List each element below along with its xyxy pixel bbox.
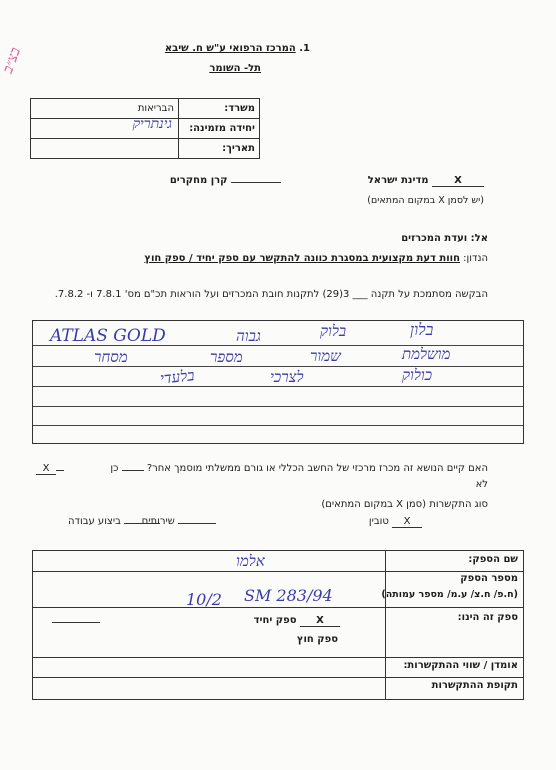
goods-mark[interactable]: X <box>392 516 422 528</box>
supplier-name-handwriting: אלמו <box>236 552 265 570</box>
fund-line <box>170 175 281 186</box>
supplier-type-blank[interactable] <box>52 615 100 626</box>
central-tender-question: האם קיים הנושא זה מכרז מרכזי של החשב הכללי או גורם ממשלתי מוסמך אחר? כן <box>110 463 488 474</box>
handwriting-word: מושלמת <box>402 345 451 363</box>
yes-blank[interactable] <box>122 470 144 471</box>
state-label: מדינת ישראל <box>367 175 429 186</box>
ministry-table <box>30 98 260 159</box>
handwriting-word: בלון <box>410 320 434 339</box>
no-mark[interactable]: X <box>36 463 64 475</box>
handwriting-word: שמור <box>310 347 341 365</box>
date-value[interactable] <box>31 139 179 159</box>
handwriting-word: בלוק <box>320 322 347 340</box>
addressee: אל: ועדת המכרזים <box>401 233 488 244</box>
ministry-label: משרד: <box>179 99 260 119</box>
foreign-supplier-label: ספק חוץ <box>296 634 338 645</box>
single-supplier-mark[interactable]: X <box>300 615 340 627</box>
state-mark-blank <box>432 175 484 187</box>
page-subtitle: תל- השומר <box>209 63 261 74</box>
ordering-unit-label: יחידה מזמינה: <box>179 119 260 139</box>
period-label: תקופת ההתקשרות <box>431 680 518 691</box>
ministry-value: הבריאות <box>31 99 179 119</box>
yes-label: כן <box>110 463 119 474</box>
connection-type-options <box>369 516 422 528</box>
subject-label: הנדון: <box>463 253 488 264</box>
services-blank[interactable] <box>178 523 216 524</box>
subject-line <box>144 253 488 264</box>
fund-blank <box>231 182 281 183</box>
choice-hint: (יש לסמן X במקום המתאים) <box>367 195 484 206</box>
handwriting-latin: ATLAS GOLD <box>50 326 166 346</box>
supplier-number-sub: (ח.פ/ ח.צ/ ע.מ/ מספר עמותה) <box>381 589 518 600</box>
handwriting-word: גבוה <box>236 327 261 345</box>
supplier-name-label: שם הספק: <box>468 554 518 565</box>
page-title: 1. המרכז הרפואי ע"ש ח. שיבא <box>164 43 310 54</box>
fund-label: קרן מחקרים <box>169 175 228 186</box>
single-supplier-label: ספק יחיד <box>253 615 297 626</box>
no-label: לא <box>475 479 488 490</box>
ordering-unit-value <box>31 116 179 139</box>
handwriting-word: מספר <box>210 348 243 366</box>
page-number: 1. <box>299 43 310 54</box>
supplier-number-label: מספר הספק <box>460 573 518 584</box>
supplier-number-handwriting-2: 10/2 <box>186 590 222 609</box>
work-option <box>68 516 160 527</box>
handwriting-word: בלעדי <box>159 366 196 388</box>
work-label: ביצוע עבודה <box>68 516 121 527</box>
connection-type-label: סוג התקשרות (סמן X במקום המתאים) <box>321 499 488 510</box>
estimate-label: אומדן / שווי ההתקשרות: <box>403 660 518 671</box>
date-label: תאריך: <box>179 139 260 159</box>
subject-text: חוות דעת מקצועית במסגרת כוונה להתקשר עם ספק יחיד / ספק חוץ <box>144 253 460 264</box>
handwriting-word: לצרכי <box>270 368 304 386</box>
request-line: הבקשה מסתמכת על תקנה ___ 3(29) לתקנות חובת המכרזים ועל הוראות תכ"ם מס' 7.8.1 ו- 7.8.2. <box>54 289 488 300</box>
handwriting-word: כולוק <box>402 366 433 384</box>
single-supplier-option <box>254 615 340 627</box>
ordering-unit-handwriting: גינתריק <box>132 116 172 132</box>
choice-line <box>368 175 484 187</box>
services-label: שירותים <box>141 516 175 527</box>
state-mark: X <box>454 175 462 186</box>
handwriting-word: מסחר <box>94 348 128 366</box>
margin-handwriting: בצ״ב <box>0 45 24 76</box>
work-blank[interactable] <box>124 523 160 524</box>
goods-label: טובין <box>368 516 389 527</box>
supplier-type-label: ספק זה הינו: <box>457 612 518 623</box>
supplier-number-handwriting: SM 283/94 <box>244 586 333 605</box>
